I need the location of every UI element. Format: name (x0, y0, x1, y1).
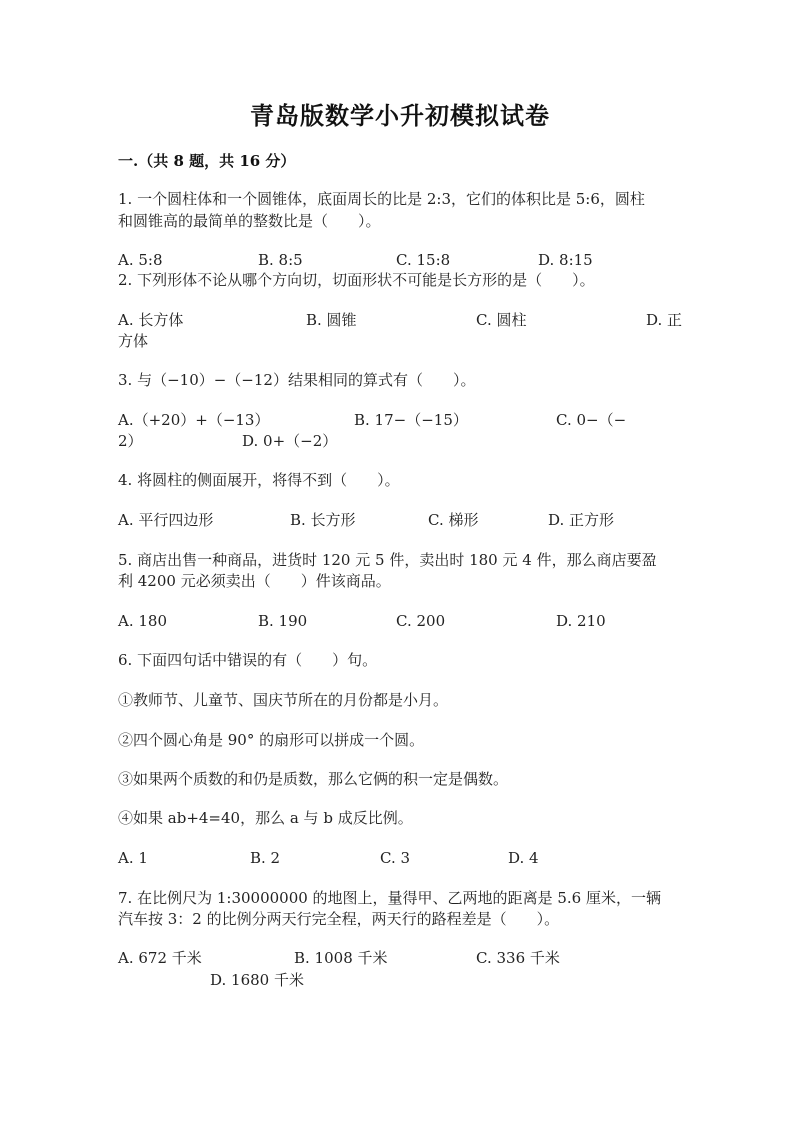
question-2-option-d: D. 正 (646, 311, 683, 329)
question-2-option-a: A. 长方体 (118, 311, 184, 329)
question-4-option-b: B. 长方形 (290, 511, 356, 529)
question-7-line-2: 汽车按 3：2 的比例分两天行完全程，两天行的路程差是（ ）。 (118, 910, 560, 928)
question-6-option-b: B. 2 (250, 849, 281, 867)
question-3-option-c-wrap: 2） (118, 432, 143, 450)
question-5-line-1: 5. 商店出售一种商品，进货时 120 元 5 件，卖出时 180 元 4 件，那么商店要盈 (118, 551, 657, 569)
question-3-option-d: D. 0+（−2） (242, 432, 338, 450)
question-3-option-a: A.（+20）+（−13） (118, 411, 270, 429)
question-2-option-b: B. 圆锥 (306, 311, 357, 329)
question-4-option-a: A. 平行四边形 (118, 511, 214, 529)
question-6-statement-2: ②四个圆心角是 90° 的扇形可以拼成一个圆。 (118, 731, 425, 749)
question-1-line-2: 和圆锥高的最简单的整数比是（ ）。 (118, 212, 381, 230)
question-3-option-c: C. 0−（− (556, 411, 627, 429)
question-1-line-1: 1. 一个圆柱体和一个圆锥体，底面周长的比是 2:3，它们的体积比是 5:6，圆柱 (118, 190, 645, 208)
question-2-line-1: 2. 下列形体不论从哪个方向切，切面形状不可能是长方形的是（ ）。 (118, 271, 595, 289)
question-6-option-d: D. 4 (508, 849, 539, 867)
question-6-statement-1: ①教师节、儿童节、国庆节所在的月份都是小月。 (118, 691, 449, 709)
question-5-option-b: B. 190 (258, 612, 308, 630)
question-3-option-b: B. 17−（−15） (354, 411, 468, 429)
question-2-option-d-wrap: 方体 (118, 332, 149, 350)
question-5-option-a: A. 180 (118, 612, 167, 630)
question-5-option-c: C. 200 (396, 612, 446, 630)
question-7-option-a: A. 672 千米 (118, 949, 202, 967)
question-1-option-b: B. 8:5 (258, 251, 303, 269)
page-title: 青岛版数学小升初模拟试卷 (250, 101, 550, 130)
question-7-option-b: B. 1008 千米 (294, 949, 388, 967)
question-4-option-c: C. 梯形 (428, 511, 479, 529)
question-1-option-a: A. 5:8 (118, 251, 163, 269)
question-7-option-d: D. 1680 千米 (210, 971, 304, 989)
question-2-option-c: C. 圆柱 (476, 311, 527, 329)
question-5-line-2: 利 4200 元必须卖出（ ）件该商品。 (118, 572, 391, 590)
question-3-line-1: 3. 与（−10）−（−12）结果相同的算式有（ ）。 (118, 371, 476, 389)
question-6-line-1: 6. 下面四句话中错误的有（ ）句。 (118, 651, 378, 669)
question-6-option-a: A. 1 (118, 849, 148, 867)
question-6-statement-3: ③如果两个质数的和仍是质数，那么它俩的积一定是偶数。 (118, 770, 509, 788)
question-7-option-c: C. 336 千米 (476, 949, 560, 967)
question-1-option-c: C. 15:8 (396, 251, 451, 269)
question-6-option-c: C. 3 (380, 849, 411, 867)
section-heading: 一.（共 8 题，共 16 分） (118, 152, 296, 170)
question-5-option-d: D. 210 (556, 612, 606, 630)
question-6-statement-4: ④如果 ab+4=40，那么 a 与 b 成反比例。 (118, 809, 413, 827)
question-7-line-1: 7. 在比例尺为 1:30000000 的地图上，量得甲、乙两地的距离是 5.6 厘米，一辆 (118, 889, 661, 907)
question-4-option-d: D. 正方形 (548, 511, 615, 529)
question-1-option-d: D. 8:15 (538, 251, 593, 269)
question-4-line-1: 4. 将圆柱的侧面展开，将得不到（ ）。 (118, 471, 400, 489)
